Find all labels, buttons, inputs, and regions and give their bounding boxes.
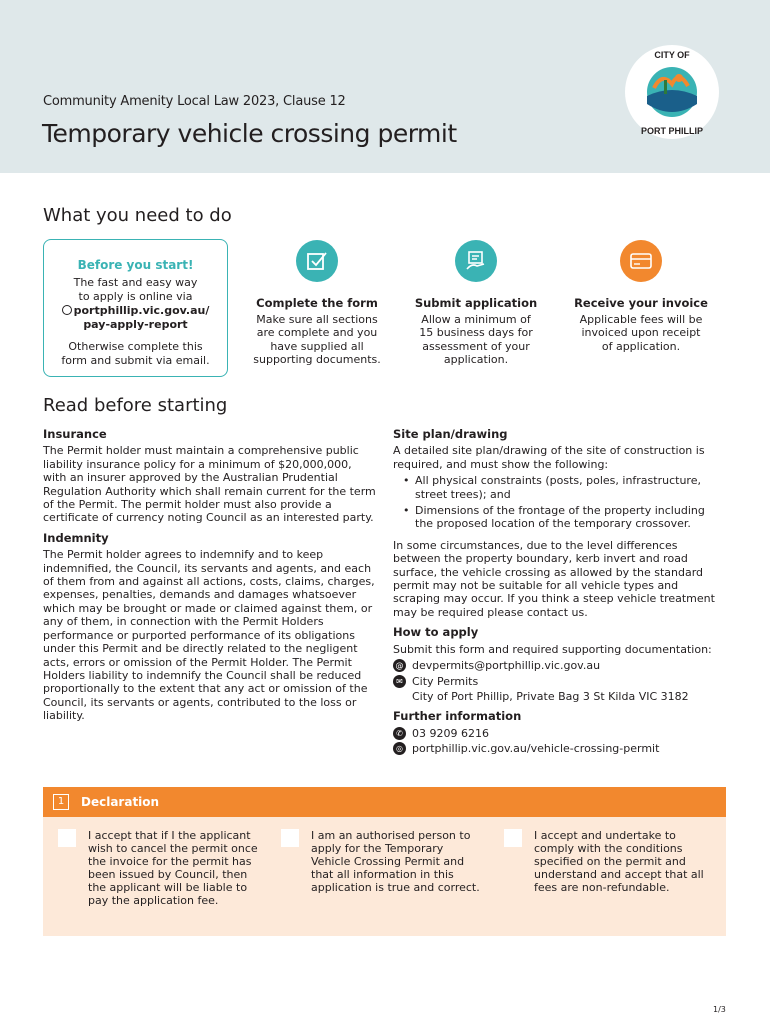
declaration-body [43,817,726,936]
section-number: 1 [53,794,69,810]
card-icon [620,240,662,282]
declaration-text: I accept that if I the applicant wish to cancel the permit once the invoice for the permit has been issued by Council, then the applicant will be liable to pay the application fee. [88,829,258,907]
city-of-port-phillip-logo [624,44,720,140]
phone-icon: ✆ [393,727,406,740]
before-you-start-heading: Before you start! [77,258,194,272]
declaration-checkbox[interactable] [58,829,76,847]
post-line [393,675,726,688]
declaration-checkbox[interactable] [504,829,522,847]
how-to-apply-intro: Submit this form and required supporting documentation: [393,642,712,656]
start-box-line: Otherwise complete this [68,340,203,353]
indemnity-text: The Permit holder agrees to indemnify and to keep indemnified, the Council, its servants and agents, and each of them from and against all actions, costs, claims, charges, expenses, penalties, demands and damages whatsoever which may be brought or made or claimed against them, or any of them, in connection with the Permit Holders performance or purported performance of its obligations under this Permit and be directly related to the negligent acts, errors or omission of the Permit Holder. The Permit Holders liability to indemnify the Council shall be reduced proportionally to the extent that any act or omission of the Council, its servants or agents, contributed to the loss or liability. [43,548,375,723]
email-address[interactable]: devpermits@portphillip.vic.gov.au [412,659,601,673]
law-reference: Community Amenity Local Law 2023, Clause 12 [43,94,346,109]
step-submit-application [406,240,546,367]
declaration-text: I am an authorised person to apply for the Temporary Vehicle Crossing Permit and that all information in this application is true and correct. [311,829,480,894]
step-receive-invoice [571,240,711,353]
step-title: Receive your invoice [574,296,708,310]
globe-icon: ◎ [393,742,406,755]
page-title: Temporary vehicle crossing permit [42,119,457,148]
page-number: 1/3 [713,1005,726,1014]
declaration-bar [43,787,726,817]
page-header [0,0,770,173]
globe-icon [62,305,72,315]
start-box-line: The fast and easy way [73,276,198,289]
site-plan-intro: A detailed site plan/drawing of the site of construction is required, and must show the following: [393,444,705,471]
step-title: Complete the form [256,296,378,310]
how-to-apply-heading: How to apply [393,625,479,640]
post-line2: City of Port Phillip, Private Bag 3 St Kilda VIC 3182 [412,689,689,703]
before-you-start-box [43,239,228,377]
list-item: • Dimensions of the frontage of the property including the proposed location of the temporary crossover. [403,504,726,531]
step-complete-form [247,240,387,367]
site-plan-heading: Site plan/drawing [393,427,508,441]
insurance-text: The Permit holder must maintain a comprehensive public liability insurance policy for a minimum of $20,000,000, with an insurer approved by the Australian Prudential Regulation Authority which shall remain current for the term of the Permit. The permit holder must also provide a certificate of currency noting Council as an interested party. [43,444,376,525]
mail-icon: ✉ [393,675,406,688]
email-line[interactable] [393,659,726,672]
read-before-heading: Read before starting [43,395,228,416]
declaration-checkbox[interactable] [281,829,299,847]
what-you-need-heading: What you need to do [43,205,232,226]
start-box-line: form and submit via email. [61,354,210,367]
left-column [43,428,378,730]
email-icon: @ [393,659,406,672]
site-plan-note: In some circumstances, due to the level differences between the property boundary, kerb invert and road surface, the vehicle crossing as allowed by the standard permit may not be suitable for all vehicle types and scraping may occur. If you think a steep vehicle treatment may be required please contact us. [393,538,715,619]
right-column [393,428,726,758]
indemnity-heading: Indemnity [43,530,109,545]
start-box-line: to apply is online via [78,290,193,303]
online-link-continued[interactable]: pay-apply-report [83,318,188,331]
declaration-label: Declaration [81,795,160,809]
step-text: Allow a minimum of 15 business days for assessment of your application. [419,312,533,366]
web-link[interactable]: portphillip.vic.gov.au/vehicle-crossing-permit [412,742,660,756]
further-info-heading: Further information [393,709,522,724]
phone-line[interactable] [393,727,726,740]
insurance-heading: Insurance [43,427,107,441]
step-text: Make sure all sections are complete and you have supplied all supporting documents. [253,312,381,366]
list-item: • All physical constraints (posts, poles, infrastructure, street trees); and [403,474,726,501]
web-line[interactable] [393,742,726,755]
checkbox-icon [296,240,338,282]
submit-hand-icon [455,240,497,282]
site-plan-list [403,474,726,531]
step-text: Applicable fees will be invoiced upon receipt of application. [579,312,703,353]
svg-text:PORT PHILLIP: PORT PHILLIP [640,126,704,136]
step-title: Submit application [414,296,538,310]
post-line1: City Permits [412,674,479,688]
phone-number[interactable]: 03 9209 6216 [412,726,489,740]
declaration-text: I accept and undertake to comply with the conditions specified on the permit and understand and accept that all fees are non-refundable. [534,829,704,894]
online-link[interactable]: portphillip.vic.gov.au/ [44,304,227,318]
svg-text:CITY OF: CITY OF [654,50,690,60]
